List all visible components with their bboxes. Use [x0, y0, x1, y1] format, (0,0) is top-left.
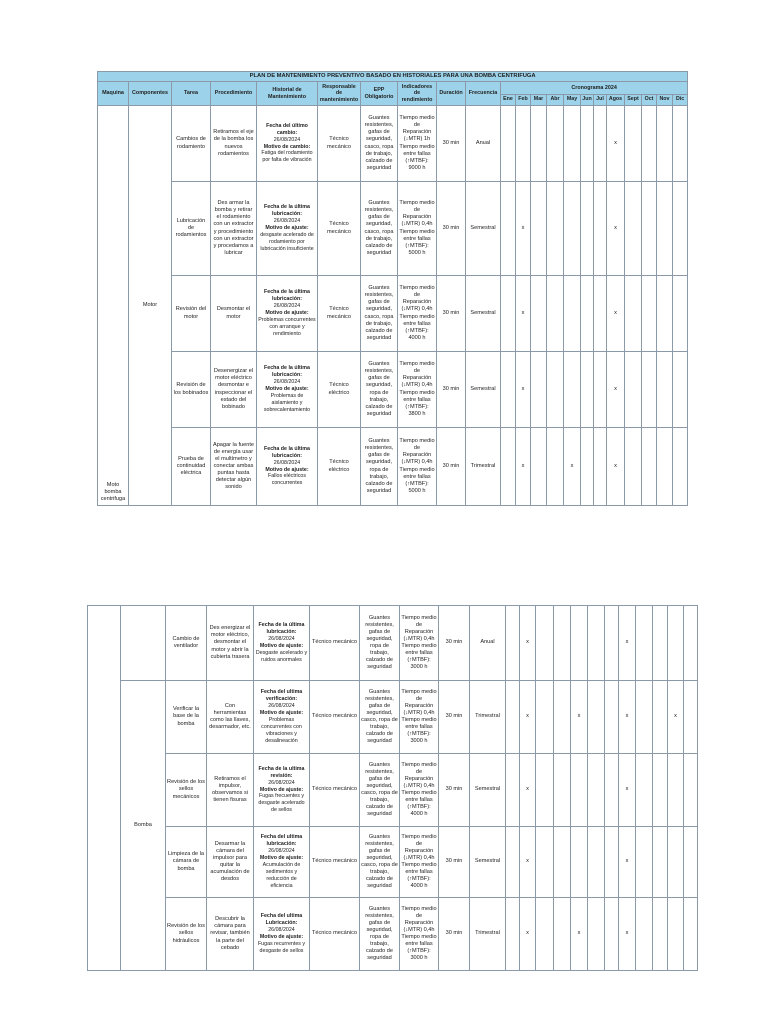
schedule-mark-4: x: [571, 898, 588, 971]
tarea-cell: Cambios de rodamiento: [172, 106, 211, 182]
epp-cell: Guantes resistentes, gafas de seguridad, casco, ropa de trabajo, calzado de seguridad: [360, 754, 400, 827]
historial-cell: [254, 898, 310, 971]
historial-date: 26/08/2024: [273, 136, 301, 143]
schedule-mark-7: x: [619, 681, 636, 754]
schedule-mark-4: [564, 106, 581, 182]
schedule-mark-8: [625, 276, 642, 352]
schedule-mark-6: [594, 106, 607, 182]
tarea-cell: Prueba de continuidad eléctrica: [172, 428, 211, 506]
procedimiento-cell: Des energizar el motor eléctrico, desmontar el motor y abrir la cubierta trasera: [207, 606, 254, 681]
schedule-mark-4: x: [571, 681, 588, 754]
header-duracion: Duración: [437, 82, 466, 106]
schedule-mark-1: [516, 106, 531, 182]
indicadores-cell: Tiempo medio de Reparación (↓MTR) 0,4h Tiempo medio entre fallas (↑MTBF): 4000 h: [398, 276, 437, 352]
procedimiento-cell: Desmontar el motor: [211, 276, 257, 352]
schedule-mark-9: [642, 106, 657, 182]
historial-cell: [257, 352, 318, 428]
schedule-mark-4: [571, 754, 588, 827]
schedule-mark-10: [657, 276, 673, 352]
schedule-mark-7: x: [607, 106, 625, 182]
duracion-cell: 30 min: [439, 754, 470, 827]
table-row: [98, 428, 688, 506]
schedule-mark-1: x: [516, 428, 531, 506]
machine-cell: Moto bomba centrifuga: [98, 106, 129, 506]
schedule-mark-5: [581, 106, 594, 182]
schedule-mark-5: [588, 681, 605, 754]
epp-cell: Guantes resistentes, gafas de seguridad, casco, ropa de trabajo, calzado de seguridad: [360, 827, 400, 898]
duracion-cell: 30 min: [437, 106, 466, 182]
procedimiento-cell: Descubrir la cámara para revisar, también la parte del cebado: [207, 898, 254, 971]
duracion-cell: 30 min: [437, 428, 466, 506]
procedimiento-cell: Retiramos el eje de la bomba los nuevos rodamientos: [211, 106, 257, 182]
schedule-mark-0: [506, 606, 520, 681]
historial-reason: Fatiga del rodamiento por falta de vibración: [261, 150, 313, 164]
historial-reason-label: Motivo de ajuste:: [259, 855, 304, 862]
schedule-mark-11: [673, 352, 688, 428]
schedule-mark-2: [531, 352, 547, 428]
month-header-4: May: [564, 95, 581, 106]
historial-label: Fecha del ultima Lubricación:: [260, 913, 303, 927]
schedule-mark-8: [625, 428, 642, 506]
historial-cell: [254, 681, 310, 754]
table-row: [88, 827, 698, 898]
indicadores-cell: Tiempo medio de Reparación (↓MTR) 0,4h Tiempo medio entre fallas (↑MTBF): 5000 h: [398, 428, 437, 506]
table-row: [88, 681, 698, 754]
schedule-mark-3: [547, 106, 564, 182]
schedule-mark-4: x: [564, 428, 581, 506]
schedule-mark-9: [653, 681, 668, 754]
month-header-1: Feb: [516, 95, 531, 106]
frecuencia-cell: Semestral: [466, 276, 501, 352]
schedule-mark-3: [554, 754, 571, 827]
tarea-cell: Revisión de los sellos mecánicos: [166, 754, 207, 827]
historial-reason: Problemas concurrentes con vibraciones y desalineación: [261, 717, 302, 744]
schedule-mark-5: [581, 352, 594, 428]
header-procedimiento: Procedimiento: [211, 82, 257, 106]
schedule-mark-9: [642, 276, 657, 352]
month-header-7: Agos: [607, 95, 625, 106]
schedule-mark-0: [501, 182, 516, 276]
procedimiento-cell: Apagar la fuente de energía usar el multímetro y conectar ambas puntas hasta detectar algún sonido: [211, 428, 257, 506]
schedule-mark-2: [536, 827, 554, 898]
schedule-mark-8: [636, 827, 653, 898]
schedule-mark-6: [594, 352, 607, 428]
component-cell: Motor: [129, 106, 172, 506]
month-header-0: Ene: [501, 95, 516, 106]
historial-reason-label: Motivo de ajuste:: [259, 643, 304, 649]
table-row: [98, 106, 688, 182]
schedule-mark-0: [506, 898, 520, 971]
schedule-mark-10: [668, 827, 684, 898]
schedule-mark-10: [668, 898, 684, 971]
table-row: [88, 606, 698, 681]
schedule-mark-3: [547, 428, 564, 506]
month-header-11: Dic: [673, 95, 688, 106]
schedule-mark-6: [594, 182, 607, 276]
component-cell-continued: [121, 606, 166, 681]
schedule-mark-1: x: [516, 276, 531, 352]
schedule-mark-6: [605, 827, 619, 898]
indicadores-cell: Tiempo medio de Reparación (↓MTR) 0,4h Tiempo medio entre fallas (↑MTBF): 3800 h: [398, 352, 437, 428]
historial-label: Fecha de la última lubricación:: [264, 445, 310, 459]
indicadores-cell: Tiempo medio de Reparación (↓MTR) 0,4h Tiempo medio entre fallas (↑MTBF): 3000 h: [400, 681, 439, 754]
historial-label: Fecha de la última lubricación:: [258, 622, 305, 636]
duracion-cell: 30 min: [437, 276, 466, 352]
schedule-mark-10: [668, 606, 684, 681]
historial-cell: [257, 276, 318, 352]
schedule-mark-8: [636, 898, 653, 971]
responsable-cell: Técnico eléctrico: [318, 428, 361, 506]
responsable-cell: Técnico mecánico: [318, 276, 361, 352]
schedule-mark-7: x: [619, 754, 636, 827]
schedule-mark-1: x: [520, 898, 536, 971]
schedule-mark-2: [536, 681, 554, 754]
historial-label: Fecha de la última lubricación:: [264, 365, 310, 379]
schedule-mark-11: [684, 606, 698, 681]
header-cronograma: Cronograma 2024: [501, 82, 688, 95]
schedule-mark-7: x: [619, 898, 636, 971]
header-tarea: Tarea: [172, 82, 211, 106]
schedule-mark-5: [581, 428, 594, 506]
historial-date: 26/08/2024: [273, 303, 301, 310]
historial-date: 26/08/2024: [273, 218, 301, 225]
header-responsable: Responsable de mantenimiento: [318, 82, 361, 106]
duracion-cell: 30 min: [439, 827, 470, 898]
schedule-mark-8: [636, 754, 653, 827]
table-row: [98, 276, 688, 352]
schedule-mark-3: [547, 276, 564, 352]
table-row: [98, 352, 688, 428]
responsable-cell: Técnico mecánico: [318, 106, 361, 182]
procedimiento-cell: Con herramientas como las llaves, desarmador, etc.: [207, 681, 254, 754]
responsable-cell: Técnico mecánico: [318, 182, 361, 276]
schedule-mark-4: [564, 182, 581, 276]
schedule-mark-11: [684, 754, 698, 827]
frecuencia-cell: Anual: [466, 106, 501, 182]
page2-body: [88, 606, 698, 971]
historial-cell: [257, 428, 318, 506]
frecuencia-cell: Semestral: [470, 827, 506, 898]
schedule-mark-2: [531, 428, 547, 506]
schedule-mark-10: [657, 428, 673, 506]
historial-reason-label: Motivo de ajuste:: [259, 786, 304, 793]
schedule-mark-11: [684, 827, 698, 898]
procedimiento-cell: Desarmar la cámara del impulsor para quitar la acumulación de desdos: [207, 827, 254, 898]
schedule-mark-0: [501, 352, 516, 428]
schedule-mark-9: [653, 827, 668, 898]
schedule-mark-11: [673, 182, 688, 276]
schedule-mark-11: [684, 898, 698, 971]
indicadores-cell: Tiempo medio de Reparación (↓MTR) 0,4h Tiempo medio entre fallas (↑MTBF): 3000 h: [400, 606, 439, 681]
frecuencia-cell: Trimestral: [470, 898, 506, 971]
tarea-cell: Revisión del motor: [172, 276, 211, 352]
schedule-mark-1: x: [516, 352, 531, 428]
indicadores-cell: Tiempo medio de Reparación (↓MTR) 0,4h Tiempo medio entre fallas (↑MTBF): 4000 h: [400, 754, 439, 827]
indicadores-cell: Tiempo medio de Reparación (↓MTR) 0,4h Tiempo medio entre fallas (↑MTBF): 3000 h: [400, 898, 439, 971]
historial-cell: [254, 827, 310, 898]
schedule-mark-6: [594, 276, 607, 352]
duracion-cell: 30 min: [439, 681, 470, 754]
procedimiento-cell: Retiramos el impulsor, observamos si tienen fisuras: [207, 754, 254, 827]
schedule-mark-11: [673, 428, 688, 506]
tarea-cell: Revisión de los bobinados: [172, 352, 211, 428]
schedule-mark-0: [501, 276, 516, 352]
schedule-mark-4: [571, 827, 588, 898]
historial-reason-label: Motivo de ajuste:: [259, 934, 304, 940]
month-header-10: Nov: [657, 95, 673, 106]
schedule-mark-2: [536, 606, 554, 681]
schedule-mark-2: [531, 106, 547, 182]
procedimiento-cell: Des armar la bomba y retirar el rodamiento con un extractor y procedimiento con un extractor y procedamos a lubricar: [211, 182, 257, 276]
tarea-cell: Cambio de ventilador: [166, 606, 207, 681]
historial-cell: [254, 606, 310, 681]
epp-cell: Guantes resistentes, gafas de seguridad, casco, ropa de trabajo, calzado de seguridad: [360, 681, 400, 754]
indicadores-cell: Tiempo medio de Reparación (↓MTR) 0,4h Tiempo medio entre fallas (↑MTBF): 5000 h: [398, 182, 437, 276]
schedule-mark-8: [636, 681, 653, 754]
frecuencia-cell: Trimestral: [470, 681, 506, 754]
schedule-mark-3: [547, 352, 564, 428]
historial-reason-label: Motivo de ajuste:: [265, 386, 309, 393]
schedule-mark-5: [588, 754, 605, 827]
schedule-mark-7: x: [619, 827, 636, 898]
component-cell: Bomba: [121, 681, 166, 971]
tarea-cell: Limpieza de la cámara de bomba: [166, 827, 207, 898]
schedule-mark-9: [642, 352, 657, 428]
schedule-mark-5: [588, 898, 605, 971]
schedule-mark-9: [642, 428, 657, 506]
historial-date: 26/08/2024: [273, 379, 301, 386]
schedule-mark-4: [564, 276, 581, 352]
schedule-mark-7: x: [607, 182, 625, 276]
maintenance-plan-table-page2: [87, 605, 698, 971]
schedule-mark-1: x: [520, 827, 536, 898]
schedule-mark-6: [605, 681, 619, 754]
page1-body: [98, 106, 688, 506]
historial-reason: Fugas recurrentes y desgaste de sellos: [257, 940, 306, 954]
month-header-2: Mar: [531, 95, 547, 106]
historial-reason: desgaste acelerado de rodamiento por lubricación insuficiente: [260, 231, 314, 252]
header-componentes: Componentes: [129, 82, 172, 106]
schedule-mark-8: [625, 106, 642, 182]
historial-reason: Desgaste acelerado y ruidos anormales: [255, 649, 308, 663]
historial-reason-label: Motivo de ajuste:: [259, 710, 304, 717]
historial-reason: Problemas de aislamiento y sobrecalentamiento: [263, 392, 311, 413]
epp-cell: Guantes resistentes, gafas de seguridad, ropa de trabajo, calzado de seguridad: [361, 352, 398, 428]
schedule-mark-9: [653, 606, 668, 681]
schedule-mark-2: [536, 898, 554, 971]
schedule-mark-10: [668, 754, 684, 827]
historial-reason-label: Motivo de cambio:: [263, 143, 311, 150]
page-gap: [90, 509, 700, 539]
month-header-3: Abr: [547, 95, 564, 106]
responsable-cell: Técnico eléctrico: [318, 352, 361, 428]
historial-reason: Acumulación de sedimentos y reducción de eficiencia: [262, 862, 301, 889]
header-frecuencia: Frecuencia: [466, 82, 501, 106]
historial-date: 26/08/2024: [268, 927, 295, 934]
schedule-mark-0: [506, 754, 520, 827]
schedule-mark-9: [642, 182, 657, 276]
frecuencia-cell: Semestral: [466, 182, 501, 276]
frecuencia-cell: Semestral: [470, 754, 506, 827]
epp-cell: Guantes resistentes, gafas de seguridad, ropa de trabajo, calzado de seguridad: [360, 606, 400, 681]
historial-reason: Fallos eléctricos concurrentes: [268, 473, 306, 487]
schedule-mark-9: [653, 898, 668, 971]
historial-label: Fecha de la ultima revisión:: [258, 765, 305, 779]
indicadores-cell: Tiempo medio de Reparación (↓MTR) 0,4h Tiempo medio entre fallas (↑MTBF): 4000 h: [400, 827, 439, 898]
responsable-cell: Técnico mecánico: [310, 754, 360, 827]
maintenance-plan-table-page1: [97, 71, 688, 506]
schedule-mark-10: [657, 352, 673, 428]
schedule-mark-6: [605, 754, 619, 827]
schedule-mark-6: [605, 898, 619, 971]
machine-cell-continued: [88, 606, 121, 971]
epp-cell: Guantes resistentes, gafas de seguridad, casco, ropa de trabajo, calzado de seguridad: [361, 106, 398, 182]
schedule-mark-2: [531, 182, 547, 276]
schedule-mark-10: [657, 182, 673, 276]
responsable-cell: Técnico mecánico: [310, 898, 360, 971]
schedule-mark-3: [554, 606, 571, 681]
table-row: [88, 898, 698, 971]
schedule-mark-1: x: [520, 681, 536, 754]
tarea-cell: Verificar la base de la bomba: [166, 681, 207, 754]
historial-reason-label: Motivo de ajuste:: [265, 466, 309, 473]
epp-cell: Guantes resistentes, gafas de seguridad, casco, ropa de trabajo, calzado de seguridad: [361, 276, 398, 352]
historial-label: Fecha del ultima verificación:: [260, 689, 303, 703]
procedimiento-cell: Desenergizar el motor eléctrico desmontar e inspeccionar el estado del bobinado: [211, 352, 257, 428]
historial-date: 26/08/2024: [268, 703, 295, 710]
schedule-mark-1: x: [516, 182, 531, 276]
historial-label: Fecha de la última lubricación:: [264, 204, 310, 218]
tarea-cell: Lubricación de rodamientos: [172, 182, 211, 276]
month-header-9: Oct: [642, 95, 657, 106]
schedule-mark-1: x: [520, 754, 536, 827]
schedule-mark-11: [673, 276, 688, 352]
epp-cell: Guantes resistentes, gafas de seguridad, ropa de trabajo, calzado de seguridad: [360, 898, 400, 971]
header-indicadores: Indicadores de rendimiento: [398, 82, 437, 106]
month-header-8: Sept: [625, 95, 642, 106]
schedule-mark-11: [684, 681, 698, 754]
schedule-mark-0: [501, 106, 516, 182]
epp-cell: Guantes resistentes, gafas de seguridad, casco, ropa de trabajo, calzado de seguridad: [361, 182, 398, 276]
plan-title: PLAN DE MANTENIMIENTO PREVENTIVO BASADO EN HISTORIALES PARA UNA BOMBA CENTRIFUGA: [98, 72, 688, 82]
schedule-mark-4: [571, 606, 588, 681]
schedule-mark-4: [564, 352, 581, 428]
month-header-5: Jun: [581, 95, 594, 106]
frecuencia-cell: Trimestral: [466, 428, 501, 506]
historial-reason: Fugas frecuentes y desgaste acelerado de sellos: [258, 793, 305, 814]
historial-cell: [254, 754, 310, 827]
header-maquina: Maquina: [98, 82, 129, 106]
schedule-mark-6: [605, 606, 619, 681]
schedule-mark-3: [554, 827, 571, 898]
historial-reason-label: Motivo de ajuste:: [265, 225, 309, 232]
schedule-mark-7: x: [607, 428, 625, 506]
schedule-mark-11: [673, 106, 688, 182]
historial-date: 26/08/2024: [268, 779, 295, 786]
responsable-cell: Técnico mecánico: [310, 681, 360, 754]
schedule-mark-5: [588, 606, 605, 681]
schedule-mark-10: [657, 106, 673, 182]
schedule-mark-1: x: [520, 606, 536, 681]
schedule-mark-8: [625, 352, 642, 428]
schedule-mark-0: [506, 681, 520, 754]
frecuencia-cell: Semestral: [466, 352, 501, 428]
historial-reason-label: Motivo de ajuste:: [265, 310, 309, 317]
table-row: [98, 182, 688, 276]
schedule-mark-6: [594, 428, 607, 506]
schedule-mark-5: [588, 827, 605, 898]
historial-reason: Problemas concurrentes con arranque y rendimiento: [258, 316, 316, 337]
schedule-mark-3: [554, 898, 571, 971]
frecuencia-cell: Anual: [470, 606, 506, 681]
indicadores-cell: Tiempo medio de Reparación (↓MTR) 1h Tiempo medio entre fallas (↑MTBF): 9000 h: [398, 106, 437, 182]
responsable-cell: Técnico mecánico: [310, 606, 360, 681]
schedule-mark-2: [536, 754, 554, 827]
schedule-mark-3: [547, 182, 564, 276]
schedule-mark-10: x: [668, 681, 684, 754]
schedule-mark-0: [501, 428, 516, 506]
schedule-mark-7: x: [607, 352, 625, 428]
schedule-mark-7: x: [607, 276, 625, 352]
duracion-cell: 30 min: [439, 606, 470, 681]
duracion-cell: 30 min: [437, 182, 466, 276]
schedule-mark-3: [554, 681, 571, 754]
historial-label: Fecha de la última lubricación:: [264, 289, 310, 303]
schedule-mark-8: [636, 606, 653, 681]
schedule-mark-5: [581, 276, 594, 352]
schedule-mark-7: x: [619, 606, 636, 681]
table-row: [88, 754, 698, 827]
historial-date: 26/08/2024: [273, 459, 301, 466]
historial-label: Fecha del ultima lubricación:: [260, 834, 303, 848]
schedule-mark-2: [531, 276, 547, 352]
schedule-mark-9: [653, 754, 668, 827]
epp-cell: Guantes resistentes, gafas de seguridad, ropa de trabajo, calzado de seguridad: [361, 428, 398, 506]
schedule-mark-8: [625, 182, 642, 276]
header-historial: Historial de Mantenimiento: [257, 82, 318, 106]
historial-cell: [257, 106, 318, 182]
historial-date: 26/08/2024: [268, 848, 295, 855]
schedule-mark-0: [506, 827, 520, 898]
responsable-cell: Técnico mecánico: [310, 827, 360, 898]
month-header-6: Jul: [594, 95, 607, 106]
schedule-mark-5: [581, 182, 594, 276]
historial-cell: [257, 182, 318, 276]
header-epp: EPP Obligatorio: [361, 82, 398, 106]
historial-label: Fecha del último cambio:: [266, 122, 308, 136]
historial-date: 26/08/2024: [268, 636, 295, 643]
duracion-cell: 30 min: [437, 352, 466, 428]
duracion-cell: 30 min: [439, 898, 470, 971]
tarea-cell: Revisión de los sellos hidráulicos: [166, 898, 207, 971]
